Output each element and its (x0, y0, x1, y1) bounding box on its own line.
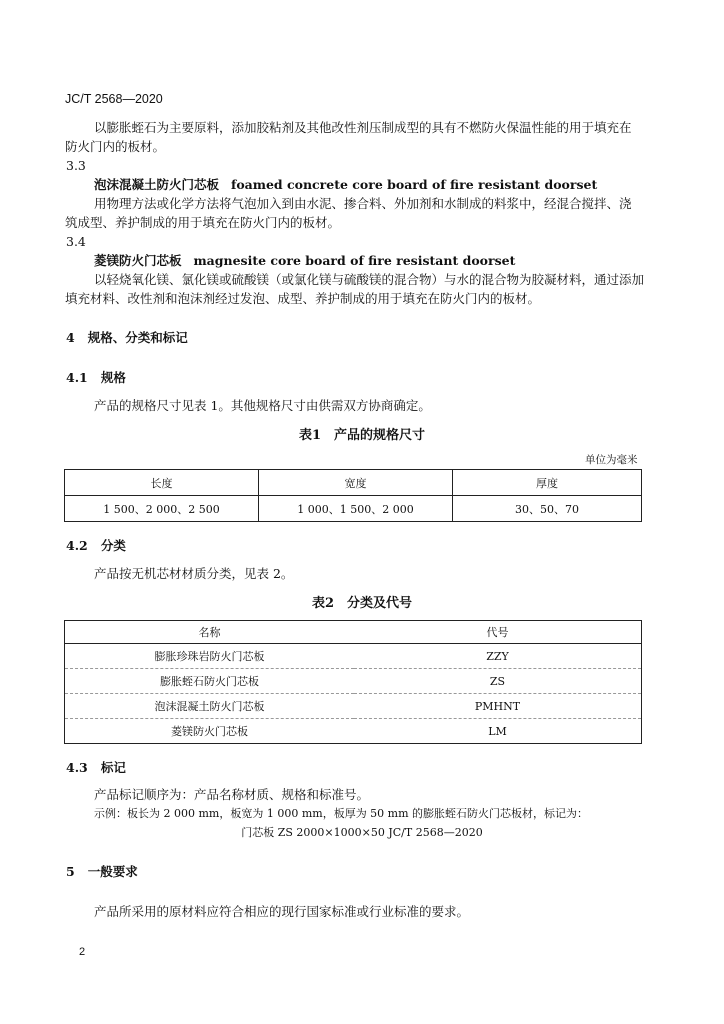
section-4-3-example: 示例：板长为 2 000 mm，板宽为 1 000 mm，板厚为 50 mm 的膨胀蛭石防火门芯板材，标记为： (94, 807, 589, 820)
column-header: 名称 (65, 621, 355, 644)
intro-line-1: 以膨胀蛭石为主要原料，添加胶粘剂及其他改性剂压制成型的具有不燃防火保温性能的用于填充在 (94, 120, 632, 135)
table-cell: 膨胀蛭石防火门芯板 (65, 669, 355, 694)
section-4-3-mark: 门芯板 ZS 2000×1000×50 JC/T 2568—2020 (241, 826, 483, 839)
section-3-3-term (94, 175, 597, 194)
column-header: 代号 (354, 621, 642, 644)
intro-line-2: 防火门内的板材。 (65, 139, 166, 154)
section-number: 5 (66, 864, 75, 879)
section-4-1-text: 产品的规格尺寸见表 1。其他规格尺寸由供需双方协商确定。 (94, 398, 431, 413)
term-cn: 泡沫混凝土防火门芯板 (94, 177, 220, 192)
column-header: 宽度 (259, 470, 453, 496)
section-title: 一般要求 (87, 864, 138, 879)
section-4-2-text: 产品按无机芯材材质分类，见表 2。 (94, 566, 294, 581)
section-4-2-heading (66, 536, 126, 555)
column-header: 长度 (65, 470, 259, 496)
section-title: 规格、分类和标记 (87, 330, 188, 345)
table-1 (64, 469, 642, 522)
section-3-4-line-1: 以轻烧氧化镁、氯化镁或硫酸镁（或氯化镁与硫酸镁的混合物）与水的混合物为胶凝材料，通过添加 (94, 272, 645, 287)
table-row (65, 496, 642, 522)
term-cn: 菱镁防火门芯板 (94, 253, 182, 268)
section-3-4-number: 3.4 (66, 234, 86, 249)
table-cell: 30、50、70 (453, 496, 642, 522)
table-cell: 菱镁防火门芯板 (171, 725, 248, 738)
table-cell: ZS (354, 669, 642, 694)
table-2 (64, 620, 642, 744)
table-cell: ZZY (354, 644, 642, 669)
table-cell: LM (488, 724, 507, 738)
term-en: magnesite core board of fire resistant doorset (193, 253, 516, 268)
section-number: 4 (66, 330, 75, 345)
section-3-4-term (94, 251, 515, 270)
section-title: 标记 (100, 760, 126, 775)
page-number: 2 (79, 946, 86, 958)
section-number: 4.1 (66, 370, 88, 385)
section-4-3-text: 产品标记顺序为：产品名称材质、规格和标准号。 (94, 787, 370, 802)
standard-id-header: JC/T 2568—2020 (65, 92, 163, 106)
section-number: 4.2 (66, 538, 88, 553)
section-4-3-heading (66, 758, 126, 777)
table-cell: 1 000、1 500、2 000 (259, 496, 453, 522)
section-5-text: 产品所采用的原材料应符合相应的现行国家标准或行业标准的要求。 (94, 904, 470, 919)
table-row (65, 694, 642, 719)
section-3-3-line-1: 用物理方法或化学方法将气泡加入到由水泥、掺合料、外加剂和水制成的料浆中，经混合搅拌、浇 (94, 196, 632, 211)
table-row (65, 669, 642, 694)
table-cell: PMHNT (354, 694, 642, 719)
table-cell: 泡沫混凝土防火门芯板 (65, 694, 355, 719)
section-4-1-heading (66, 368, 126, 387)
table-2-caption: 表2 分类及代号 (311, 596, 413, 611)
table-cell: 膨胀珍珠岩防火门芯板 (65, 644, 355, 669)
section-title: 分类 (100, 538, 126, 553)
table-1-caption: 表1 产品的规格尺寸 (298, 428, 426, 443)
column-header: 厚度 (453, 470, 642, 496)
section-3-3-line-2: 筑成型、养护制成的用于填充在防火门内的板材。 (65, 215, 341, 230)
section-number: 4.3 (66, 760, 88, 775)
table-row (65, 644, 642, 669)
table-row (65, 719, 642, 744)
table-header-row (65, 470, 642, 496)
section-4-heading (66, 328, 188, 347)
table-header-row (65, 621, 642, 644)
table-cell: 1 500、2 000、2 500 (65, 496, 259, 522)
section-5-heading (66, 862, 138, 881)
section-title: 规格 (100, 370, 126, 385)
section-3-3-number: 3.3 (66, 158, 86, 173)
term-en: foamed concrete core board of fire resistant doorset (230, 177, 598, 192)
section-3-4-line-2: 填充材料、改性剂和泡沫剂经过发泡、成型、养护制成的用于填充在防火门内的板材。 (65, 291, 541, 306)
table-1-unit: 单位为毫米 (585, 454, 638, 466)
